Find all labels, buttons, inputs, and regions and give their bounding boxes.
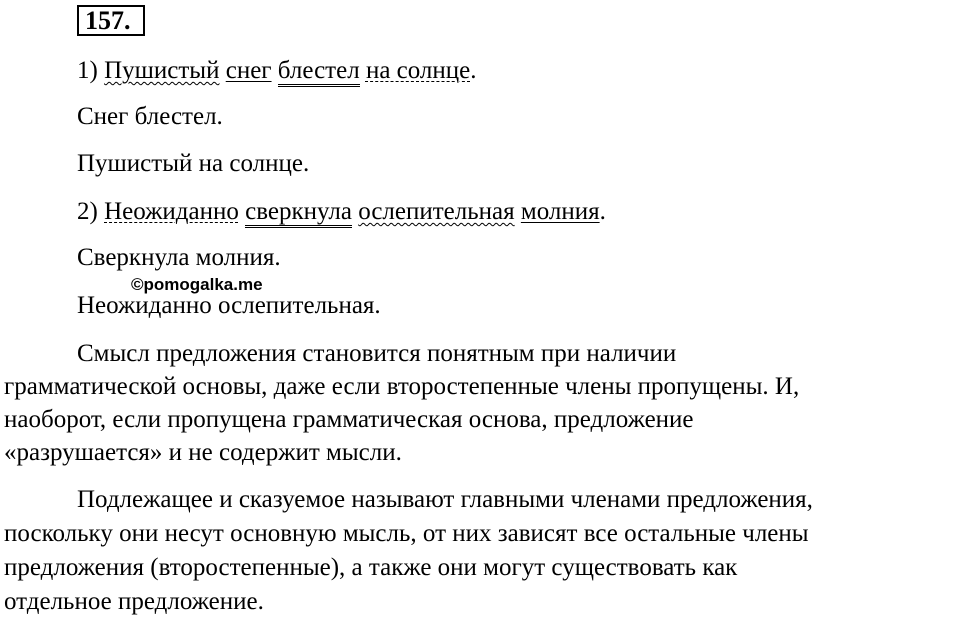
example-1-subject: снег — [225, 57, 272, 84]
example-1-attribute: Пушистый — [104, 57, 220, 84]
example-2-subject: молния — [520, 198, 600, 225]
paragraph-2-line: предложения (второстепенные), а также они могут существовать как — [4, 554, 738, 581]
example-1-sentence — [77, 58, 477, 83]
paragraph-1-line: грамматической основы, даже если второстепенные члены пропущены. И, — [4, 373, 800, 400]
example-2-attribute: ослепительная — [358, 198, 515, 225]
example-1-prefix: 1) — [77, 57, 105, 84]
example-1-predicate: блестел — [278, 57, 360, 87]
paragraph-2-line: поскольку они несут основную мысль, от них зависят все остальные члены — [4, 520, 809, 547]
paragraph-2-line: Подлежащее и сказуемое называют главными членами предложения, — [77, 486, 813, 513]
example-1-basis: Снег блестел. — [77, 103, 223, 130]
paragraph-1-line: наоборот, если пропущена грамматическая основа, предложение — [4, 406, 694, 433]
example-2-predicate: сверкнула — [245, 198, 352, 228]
example-2-secondary: Неожиданно ослепительная. — [77, 292, 381, 319]
example-2-end: . — [599, 198, 606, 225]
example-2-sentence — [77, 199, 606, 224]
watermark-text: ©pomogalka.me — [131, 275, 263, 294]
paragraph-1-line: Смысл предложения становится понятным при наличии — [77, 340, 677, 367]
paragraph-1-line: «разрушается» и не содержит мысли. — [4, 439, 402, 466]
paragraph-2-line: отдельное предложение. — [4, 588, 264, 615]
example-1-secondary: Пушистый на солнце. — [77, 150, 310, 177]
exercise-number: 157. — [77, 5, 145, 36]
example-2-basis: Сверкнула молния. — [77, 244, 281, 271]
example-1-adverbial: на солнце — [365, 57, 471, 84]
example-2-prefix: 2) — [77, 198, 105, 225]
example-1-end: . — [470, 57, 477, 84]
example-2-adverbial: Неожиданно — [104, 198, 239, 225]
